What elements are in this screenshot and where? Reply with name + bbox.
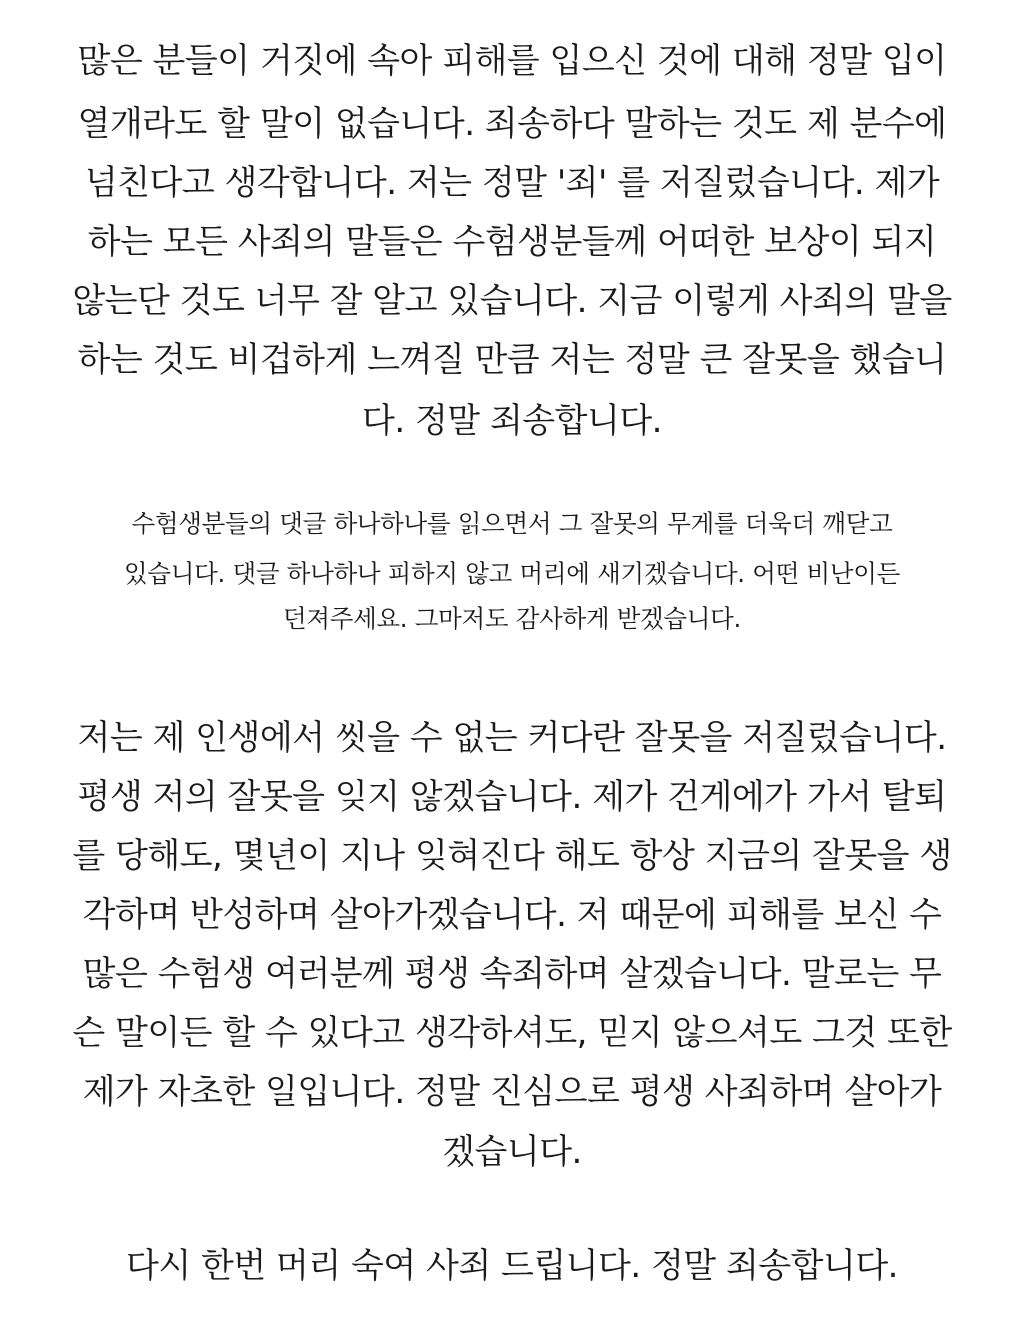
paragraph-line: 넘친다고 생각합니다. 저는 정말 '죄' 를 저질렀습니다. 제가 xyxy=(84,163,940,203)
paragraph-line: 하는 모든 사죄의 말들은 수험생분들께 어떠한 보상이 되지 xyxy=(87,222,937,262)
paragraph-line: 제가 자초한 일입니다. 정말 진심으로 평생 사죄하며 살아가 xyxy=(82,1072,942,1112)
paragraph-line: 저는 제 인생에서 씻을 수 없는 커다란 잘못을 저질렀습니다. xyxy=(77,718,947,758)
paragraph-line: 각하며 반성하며 살아가겠습니다. 저 때문에 피해를 보신 수 xyxy=(82,895,942,935)
paragraph-line: 평생 저의 잘못을 잊지 않겠습니다. 제가 건게에가 가서 탈퇴 xyxy=(77,777,947,817)
paragraph-line: 겠습니다. xyxy=(442,1132,582,1172)
paragraph-line: 하는 것도 비겁하게 느껴질 만큼 저는 정말 큰 잘못을 했습니 xyxy=(77,340,947,380)
paragraph-line: 많은 수험생 여러분께 평생 속죄하며 살겠습니다. 말로는 무 xyxy=(82,954,942,994)
closing-line: 다시 한번 머리 숙여 사죄 드립니다. 정말 죄송합니다. xyxy=(126,1246,898,1286)
paragraph-line: 슨 말이든 할 수 있다고 생각하셔도, 믿지 않으셔도 그것 또한 xyxy=(72,1013,952,1053)
paragraph-line: 있습니다. 댓글 하나하나 피하지 않고 머리에 새기겠습니다. 어떤 비난이든 xyxy=(124,559,900,588)
paragraph-line: 열개라도 할 말이 없습니다. 죄송하다 말하는 것도 제 분수에 xyxy=(77,104,947,144)
paragraph-line: 다. 정말 죄송합니다. xyxy=(362,401,662,441)
paragraph-line: 많은 분들이 거짓에 속아 피해를 입으신 것에 대해 정말 입이 xyxy=(77,41,947,81)
paragraph-line: 수험생분들의 댓글 하나하나를 읽으면서 그 잘못의 무게를 더욱더 깨닫고 xyxy=(131,509,893,538)
paragraph-line: 않는단 것도 너무 잘 알고 있습니다. 지금 이렇게 사죄의 말을 xyxy=(72,281,952,321)
paragraph-line: 던져주세요. 그마저도 감사하게 받겠습니다. xyxy=(282,604,742,633)
paragraph-line: 를 당해도, 몇년이 지나 잊혀진다 해도 항상 지금의 잘못을 생 xyxy=(72,836,952,876)
